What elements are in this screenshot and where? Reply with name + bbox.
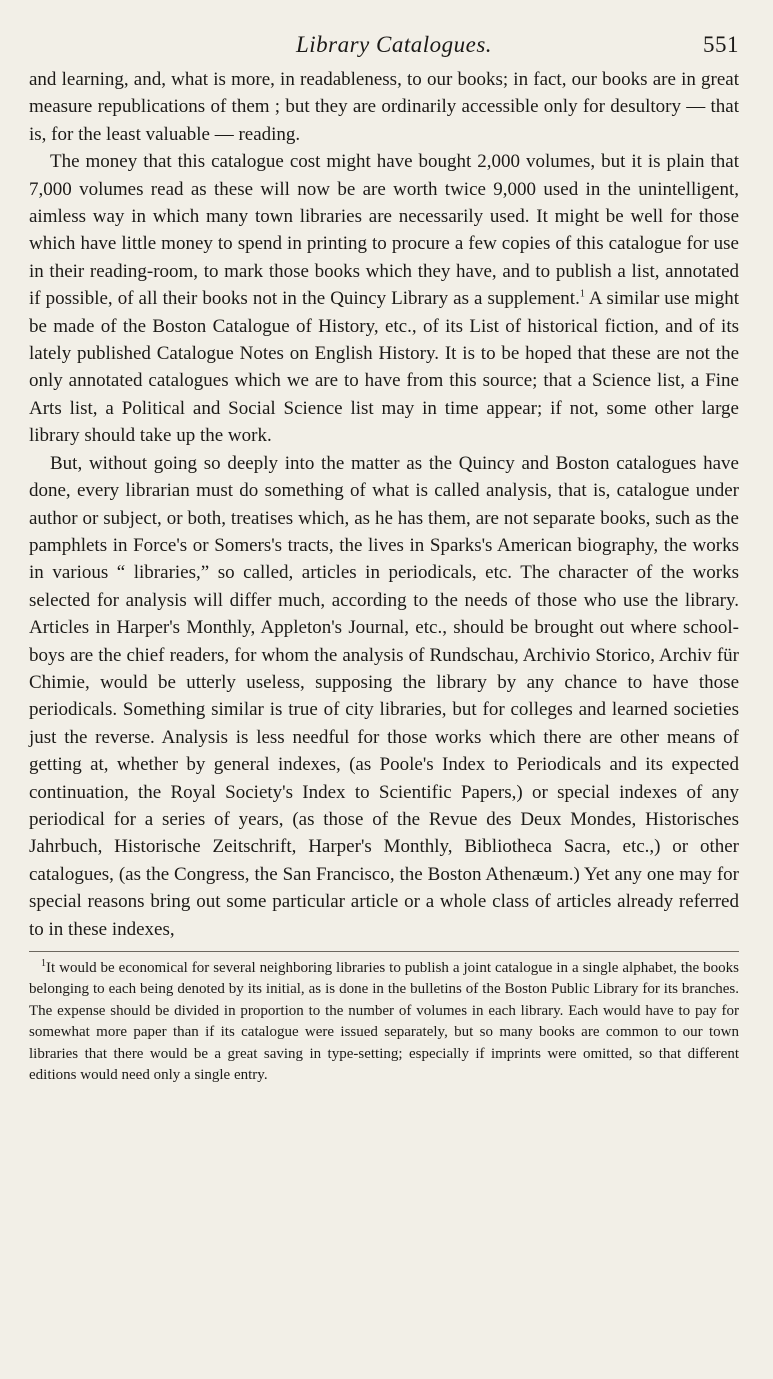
body-text [29, 66, 739, 943]
footnotes [29, 951, 739, 1086]
page-number: 551 [703, 32, 739, 57]
footnote-text: It would be economical for several neighboring libraries to publish a joint catalogue in a single alphabet, the books belonging to each being denoted by its initial, as is done in the bulletins of the Boston Public Library for its branches. The expense should be divided in proportion to the number of volumes in each library. Each would have to pay for somewhat more paper than if its catalogue were issued separately, but so many books are common to our town libraries that there would be a great saving in type-setting; especially if imprints were omitted, so that different editions would need only a single entry. [29, 960, 739, 1084]
paragraph-money [29, 148, 739, 449]
paragraph-analysis: But, without going so deeply into the matter as the Quincy and Boston catalogues have done, every librarian must do something of what is called analysis, that is, catalogue under author or subject, or both, treatises which, as he has them, are not separate books, such as the pamphlets in Force's or Somers's tracts, the lives in Sparks's American biography, the works in various “ libraries,” so called, articles in periodicals, etc. The character of the works selected for analysis will differ much, according to the needs of those who use the library. Articles in Harper's Monthly, Appleton's Journal, etc., should be brought out where school-boys are the chief readers, for whom the analysis of Rundschau, Archivio Storico, Archiv für Chimie, would be utterly useless, supposing the library by any chance to have those periodicals. Something similar is true of city libraries, but for colleges and learned societies just the reverse. Analysis is less needful for those works which there are other means of getting at, whether by general indexes, (as Poole's Index to Periodicals and its expected continuation, the Royal Society's Index to Scientific Papers,) or special indexes of any periodical for a series of years, (as those of the Revue des Deux Mondes, Historisches Jahrbuch, Historische Zeitschrift, Harper's Monthly, Bibliotheca Sacra, etc.,) or other catalogues, (as the Congress, the San Francisco, the Boston Athenæum.) Yet any one may for special reasons bring out some particular article or a whole class of articles already referred to in these indexes, [29, 452, 739, 940]
footnote-mark: 1 [41, 958, 46, 969]
running-title: Library Catalogues. [295, 32, 493, 57]
footnote-reference: 1 [579, 288, 585, 300]
paragraph-continuation: and learning, and, what is more, in readableness, to our books; in fact, our books are in great measure republications of them ; but they are ordinarily accessible only for desultory — that is, for the least valuable — reading. [29, 69, 739, 145]
paragraph-money-continued: A similar use might be made of the Boston Catalogue of History, etc., of its List of historical fiction, and of its lately published Catalogue Notes on English History. It is to be hoped that these are not the only annotated catalogues which we are to have from this source; that a Science list, a Fine Arts list, a Political and Social Science list may in time appear; if not, some other large library should take up the work. [29, 288, 740, 447]
footnote [29, 958, 739, 1086]
paragraph-money-text: The money that this catalogue cost might have bought 2,000 volumes, but it is plain that 7,000 volumes read as these will now be are worth twice 9,000 used in the unintelligent, aimless way in which many town libraries are necessarily used. It might be well for those which have little money to spend in printing to procure a few copies of this catalogue for use in their reading-room, to mark those books which they have, and to publish a list, annotated if possible, of all their books not in the Quincy Library as a supplement. [29, 151, 739, 310]
page-header [29, 26, 739, 66]
